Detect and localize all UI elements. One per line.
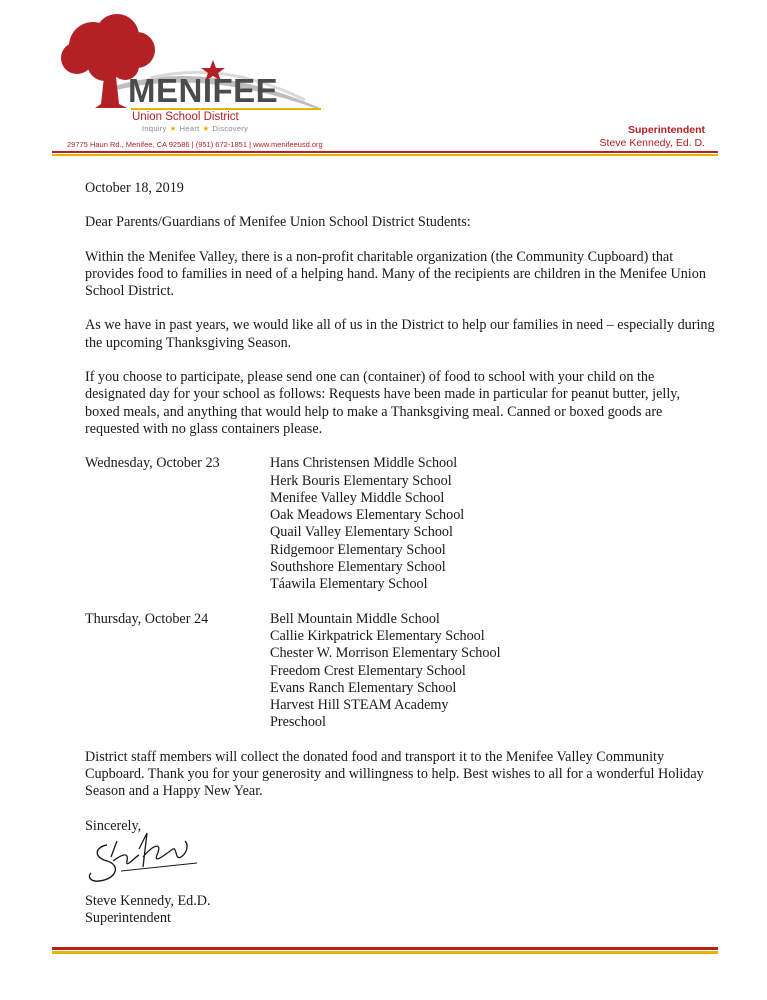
collection-schedule <box>85 455 715 731</box>
letter-body <box>85 180 715 928</box>
letter-paragraph: Within the Menifee Valley, there is a non-profit charitable organization (the Community Cupboard) that provides food to families in need of a helping hand. Many of the recipients are children in the Menifee Union School District. <box>85 248 706 300</box>
district-address: 29775 Haun Rd., Menifee, CA 92586 | (951) 672-1851 | www.menifeeusd.org <box>67 140 323 149</box>
tagline-word: Inquiry <box>142 124 167 133</box>
header-divider-accent <box>52 154 718 156</box>
letter-paragraph: District staff members will collect the donated food and transport it to the Menifee Valley Community Cupboard. Thank you for your generosity and willingness to help. Best wishes to all for a wonderful Holiday Season and a Happy New Year. <box>85 748 704 800</box>
signature-area <box>85 835 715 893</box>
school-name: Freedom Crest Elementary School <box>270 662 466 679</box>
school-name: Harvest Hill STEAM Academy <box>270 697 449 714</box>
school-name: Menifee Valley Middle School <box>270 489 445 506</box>
header-divider <box>52 151 718 153</box>
letter-salutation: Dear Parents/Guardians of Menifee Union School District Students: <box>85 214 471 231</box>
school-list <box>270 611 501 732</box>
signature-image <box>77 827 207 891</box>
tagline-word: Heart <box>179 124 200 133</box>
school-name: Táawila Elementary School <box>270 576 428 593</box>
superintendent-block <box>600 124 705 150</box>
footer-divider-accent <box>52 951 718 954</box>
tagline-word: Discovery <box>212 124 249 133</box>
school-name: Southshore Elementary School <box>270 559 446 576</box>
schedule-day-group <box>85 455 715 593</box>
star-icon: ★ <box>169 124 177 133</box>
school-name: Callie Kirkpatrick Elementary School <box>270 627 485 644</box>
schedule-day-group <box>85 611 715 732</box>
letter-closing: Sincerely, <box>85 817 142 834</box>
letterhead <box>0 0 767 160</box>
signer-name: Steve Kennedy, Ed.D. <box>85 892 211 909</box>
school-name: Bell Mountain Middle School <box>270 610 440 627</box>
district-subtitle: Union School District <box>132 111 239 123</box>
superintendent-name: Steve Kennedy, Ed. D. <box>599 137 705 149</box>
letter-paragraph: If you choose to participate, please send one can (container) of food to school with your child on the designated day for your school as follows: Requests have been made in particular for peanut butter, jelly, boxed meals, and anything that would help to make a Thanksgiving meal. Canned or boxed goods are requested with no glass containers please. <box>85 369 680 437</box>
letter-paragraph: As we have in past years, we would like all of us in the District to help our families in need – especially during the upcoming Thanksgiving Season. <box>85 317 715 351</box>
star-icon: ★ <box>202 124 210 133</box>
letter-date: October 18, 2019 <box>85 180 184 196</box>
school-name: Chester W. Morrison Elementary School <box>270 645 501 662</box>
school-name: Preschool <box>270 714 326 731</box>
schedule-day: Thursday, October 24 <box>85 610 209 627</box>
school-list <box>270 455 464 593</box>
school-name: Ridgemoor Elementary School <box>270 541 446 558</box>
footer-divider <box>52 947 718 950</box>
school-name: Herk Bouris Elementary School <box>270 472 452 489</box>
district-tagline <box>142 124 248 133</box>
superintendent-title: Superintendent <box>627 124 705 136</box>
signer-title: Superintendent <box>85 910 171 927</box>
school-name: Oak Meadows Elementary School <box>270 507 465 524</box>
district-name: MENIFEE <box>128 72 279 109</box>
school-name: Hans Christensen Middle School <box>270 455 458 472</box>
schedule-day: Wednesday, October 23 <box>85 455 220 472</box>
school-name: Evans Ranch Elementary School <box>270 679 457 696</box>
school-name: Quail Valley Elementary School <box>270 524 453 541</box>
